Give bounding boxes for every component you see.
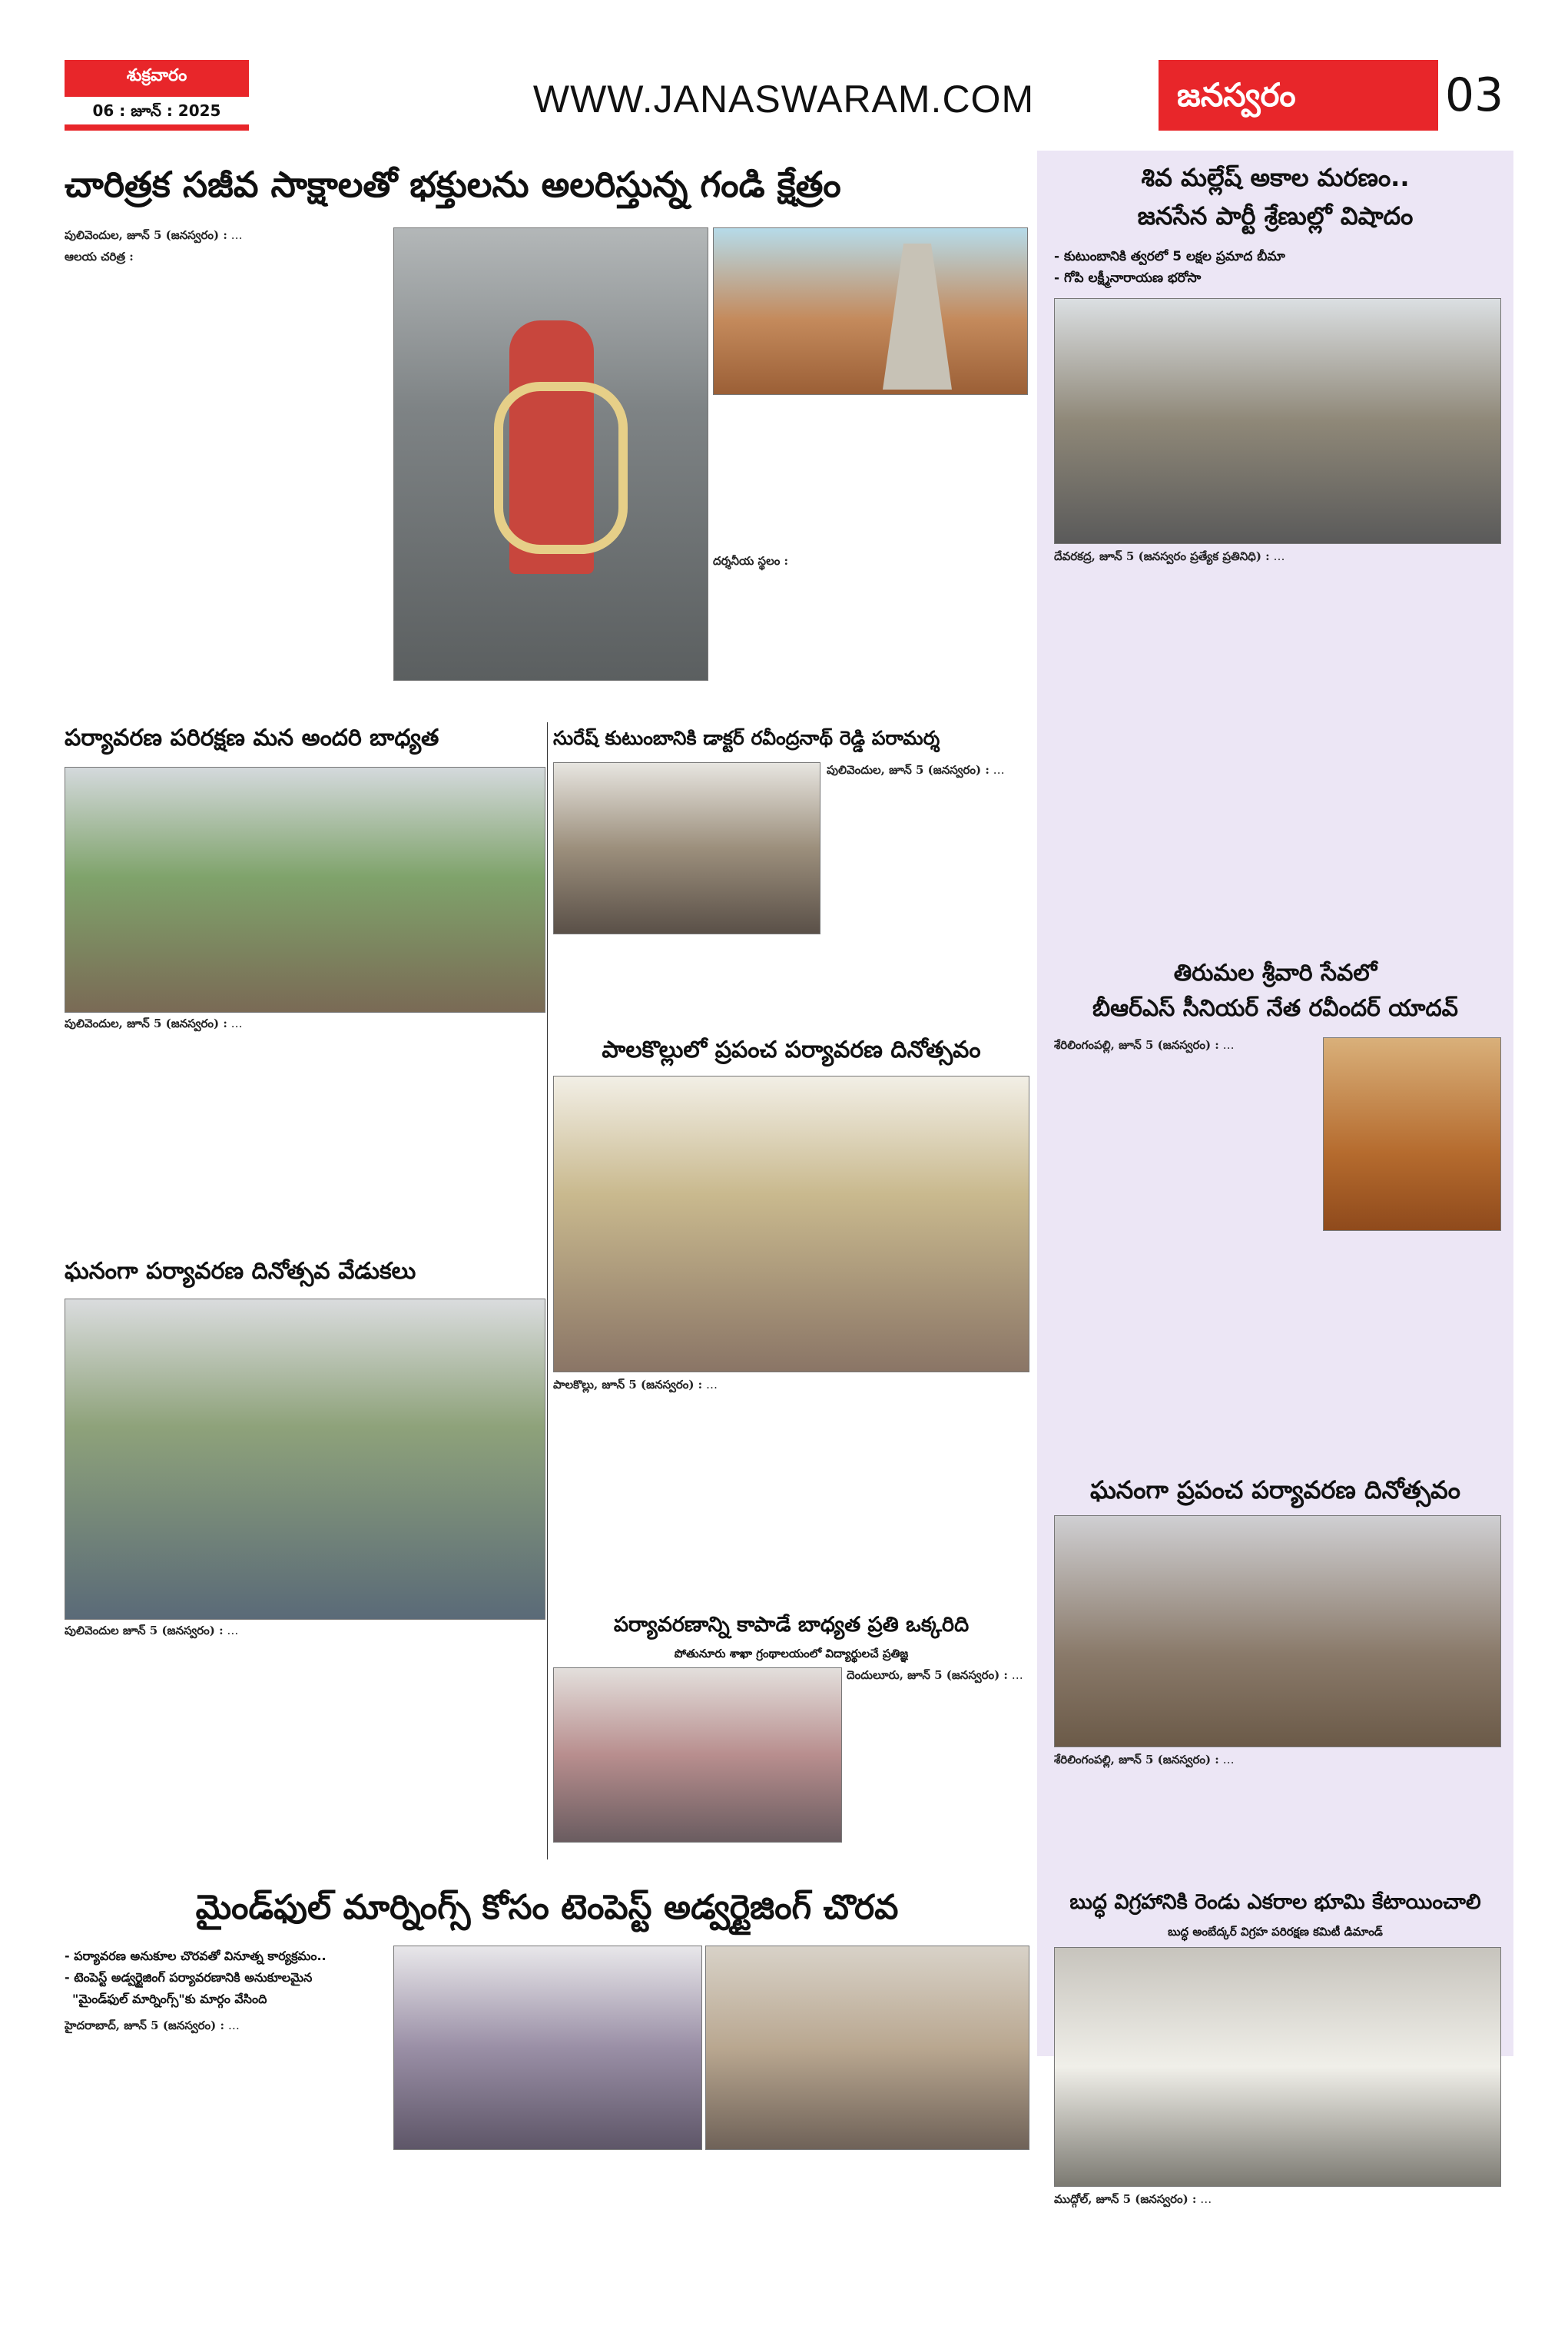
page-number: 03 [1438, 60, 1510, 131]
celebration-photo [65, 1299, 545, 1620]
protect-dateline: దెందులూరు, జూన్ 5 (జనస్వరం) : [847, 1668, 1008, 1682]
day-label: శుక్రవారం [126, 66, 187, 85]
buddha-subhead: బుద్ధ అంబేద్కర్ విగ్రహ పరిరక్షణ కమిటీ డిమాండ్ [1168, 1925, 1383, 1939]
env-photo [65, 767, 545, 1013]
sidebar-bullet-2: - గోపి లక్ష్మీనారాయణ భరోసా [1054, 270, 1202, 286]
world-env-photo [1054, 1515, 1501, 1747]
lead-body-col3 [713, 400, 1026, 676]
bottom-bullet-2: - టెంపెస్ట్ అడ్వర్టైజింగ్ పర్యావరణానికి అనుకూలమైన [65, 1970, 313, 1985]
bottom-bullet-1: - పర్యావరణ అనుకూల చొరవతో వినూత్న కార్యక్రమం.. [65, 1949, 327, 1963]
ravinder-yadav-photo [1323, 1037, 1501, 1231]
buddha-headline: బుద్ధ విగ్రహానికి రెండు ఎకరాల భూమి కేటాయించాలి [1069, 1890, 1481, 1914]
palakollu-body-text: … [705, 1378, 718, 1392]
protect-body [847, 1667, 1028, 1841]
doctor-body-text: … [993, 763, 1005, 777]
sidebar-bullet-1: - కుటుంబానికి త్వరలో 5 లక్షల ప్రమాద బీమా [1054, 249, 1285, 264]
paper-name-badge [1159, 60, 1438, 131]
bottom-body-text: … [227, 2019, 240, 2032]
date-label: 06 : జూన్ : 2025 [65, 97, 249, 124]
lead-body-text: … [230, 228, 243, 242]
env-dateline: పులివెందుల, జూన్ 5 (జనస్వరం) : [65, 1017, 227, 1030]
sidebar-dateline: దేవరకద్ర, జూన్ 5 (జనస్వరం ప్రత్యేక ప్రతినిధి) : [1054, 549, 1270, 563]
doctor-headline: సురేష్ కుటుంబానికి డాక్టర్ రవీంద్రనాథ్ రెడ్డి పరామర్శ [553, 727, 940, 749]
doctor-dateline: పులివెందుల, జూన్ 5 (జనస్వరం) : [827, 763, 990, 777]
tirumala-headline-1: తిరుమల శ్రీవారి సేవలో [1173, 960, 1377, 987]
world-env-body-text: … [1222, 1753, 1235, 1766]
tirumala-body-text: … [1222, 1038, 1235, 1052]
website-url: WWW.JANASWARAM.COM [532, 78, 1035, 121]
protect-headline: పర్యావరణాన్ని కాపాడే బాధ్యత ప్రతి ఒక్కరిది [613, 1613, 970, 1637]
idol-photo [393, 227, 708, 681]
lead-subhead-places: దర్శనీయ స్థలం : [713, 554, 789, 568]
lead-subhead-history: ఆలయ చరిత్ర : [65, 250, 134, 264]
column-rule [547, 722, 548, 1859]
day-date-badge [65, 60, 249, 131]
doctor-body-cont [553, 937, 1028, 1027]
doctor-body [827, 762, 1028, 933]
bottom-body-col2 [393, 2155, 701, 2333]
bottom-dateline: హైదరాబాద్, జూన్ 5 (జనస్వరం) : [65, 2019, 225, 2032]
protect-body-text: … [1011, 1668, 1023, 1682]
tirumala-body [1054, 1037, 1315, 1229]
celebration-body [65, 1623, 544, 1853]
palakollu-headline: పాలకొల్లులో ప్రపంచ పర్యావరణ దినోత్సవం [602, 1037, 981, 1063]
buddha-photo [1054, 1947, 1501, 2187]
sidebar-body [1054, 549, 1500, 940]
world-env-dateline: శేరిలింగంపల్లి, జూన్ 5 (జనస్వరం) : [1054, 1753, 1219, 1766]
env-body [65, 1016, 544, 1246]
tirumala-headline-2: బీఆర్ఎస్ సీనియర్ నేత రవీందర్ యాదవ్ [1092, 995, 1458, 1022]
palakollu-photo [553, 1076, 1029, 1372]
doctor-photo [553, 762, 820, 934]
paper-name: జనస్వరం [1177, 76, 1296, 114]
protect-subhead: పోతునూరు శాఖా గ్రంథాలయంలో విద్యార్థులచే ప్రతిజ్ఞ [674, 1647, 909, 1660]
temple-photo [713, 227, 1028, 395]
bottom-headline: మైండ్‌ఫుల్ మార్నింగ్స్ కోసం టెంపెస్ట్ అడ్వర్టైజింగ్ చొరవ [195, 1888, 899, 1927]
env-body-text: … [230, 1017, 243, 1030]
lead-headline: చారిత్రక సజీవ సాక్షాలతో భక్తులను అలరిస్తున్న గండి క్షేత్రం [65, 164, 841, 205]
buddha-body [1054, 2191, 1500, 2337]
garland [494, 382, 628, 554]
sidebar-headline-2: జనసేన పార్టీ శ్రేణుల్లో విషాదం [1137, 201, 1414, 231]
bottom-bullet-3: "మైండ్‌ఫుల్ మార్నింగ్స్"కు మార్గం వేసింది [72, 1992, 267, 2006]
tirumala-body-cont [1054, 1234, 1500, 1457]
protect-photo [553, 1667, 842, 1843]
env-headline: పర్యావరణ పరిరక్షణ మన అందరి బాధ్యత [65, 725, 439, 751]
bottom-photo-right [705, 1946, 1029, 2150]
celebration-dateline: పులివెందుల జూన్ 5 (జనస్వరం) : [65, 1624, 224, 1637]
sidebar-body-text: … [1273, 549, 1285, 563]
world-env-headline: ఘనంగా ప్రపంచ పర్యావరణ దినోత్సవం [1089, 1475, 1461, 1504]
buddha-body-text: … [1200, 2192, 1212, 2206]
buddha-dateline: ముద్గోల్, జూన్ 5 (జనస్వరం) : [1054, 2192, 1197, 2206]
bottom-body-col3 [705, 2155, 1028, 2333]
bottom-body [65, 2018, 387, 2333]
group-photo-sidebar [1054, 298, 1501, 544]
tirumala-dateline: శేరిలింగంపల్లి, జూన్ 5 (జనస్వరం) : [1054, 1038, 1219, 1052]
palakollu-dateline: పాలకొల్లు, జూన్ 5 (జనస్వరం) : [553, 1378, 703, 1392]
celebration-body-text: … [227, 1624, 239, 1637]
celebration-headline: ఘనంగా పర్యావరణ దినోత్సవ వేడుకలు [65, 1258, 416, 1285]
world-env-body [1054, 1752, 1500, 1890]
lead-dateline: పులివెందుల, జూన్ 5 (జనస్వరం) : [65, 228, 227, 242]
bottom-photo-left [393, 1946, 702, 2150]
palakollu-body [553, 1377, 1028, 1600]
sidebar-headline-1: శివ మల్లేష్ అకాల మరణం.. [1141, 163, 1410, 192]
